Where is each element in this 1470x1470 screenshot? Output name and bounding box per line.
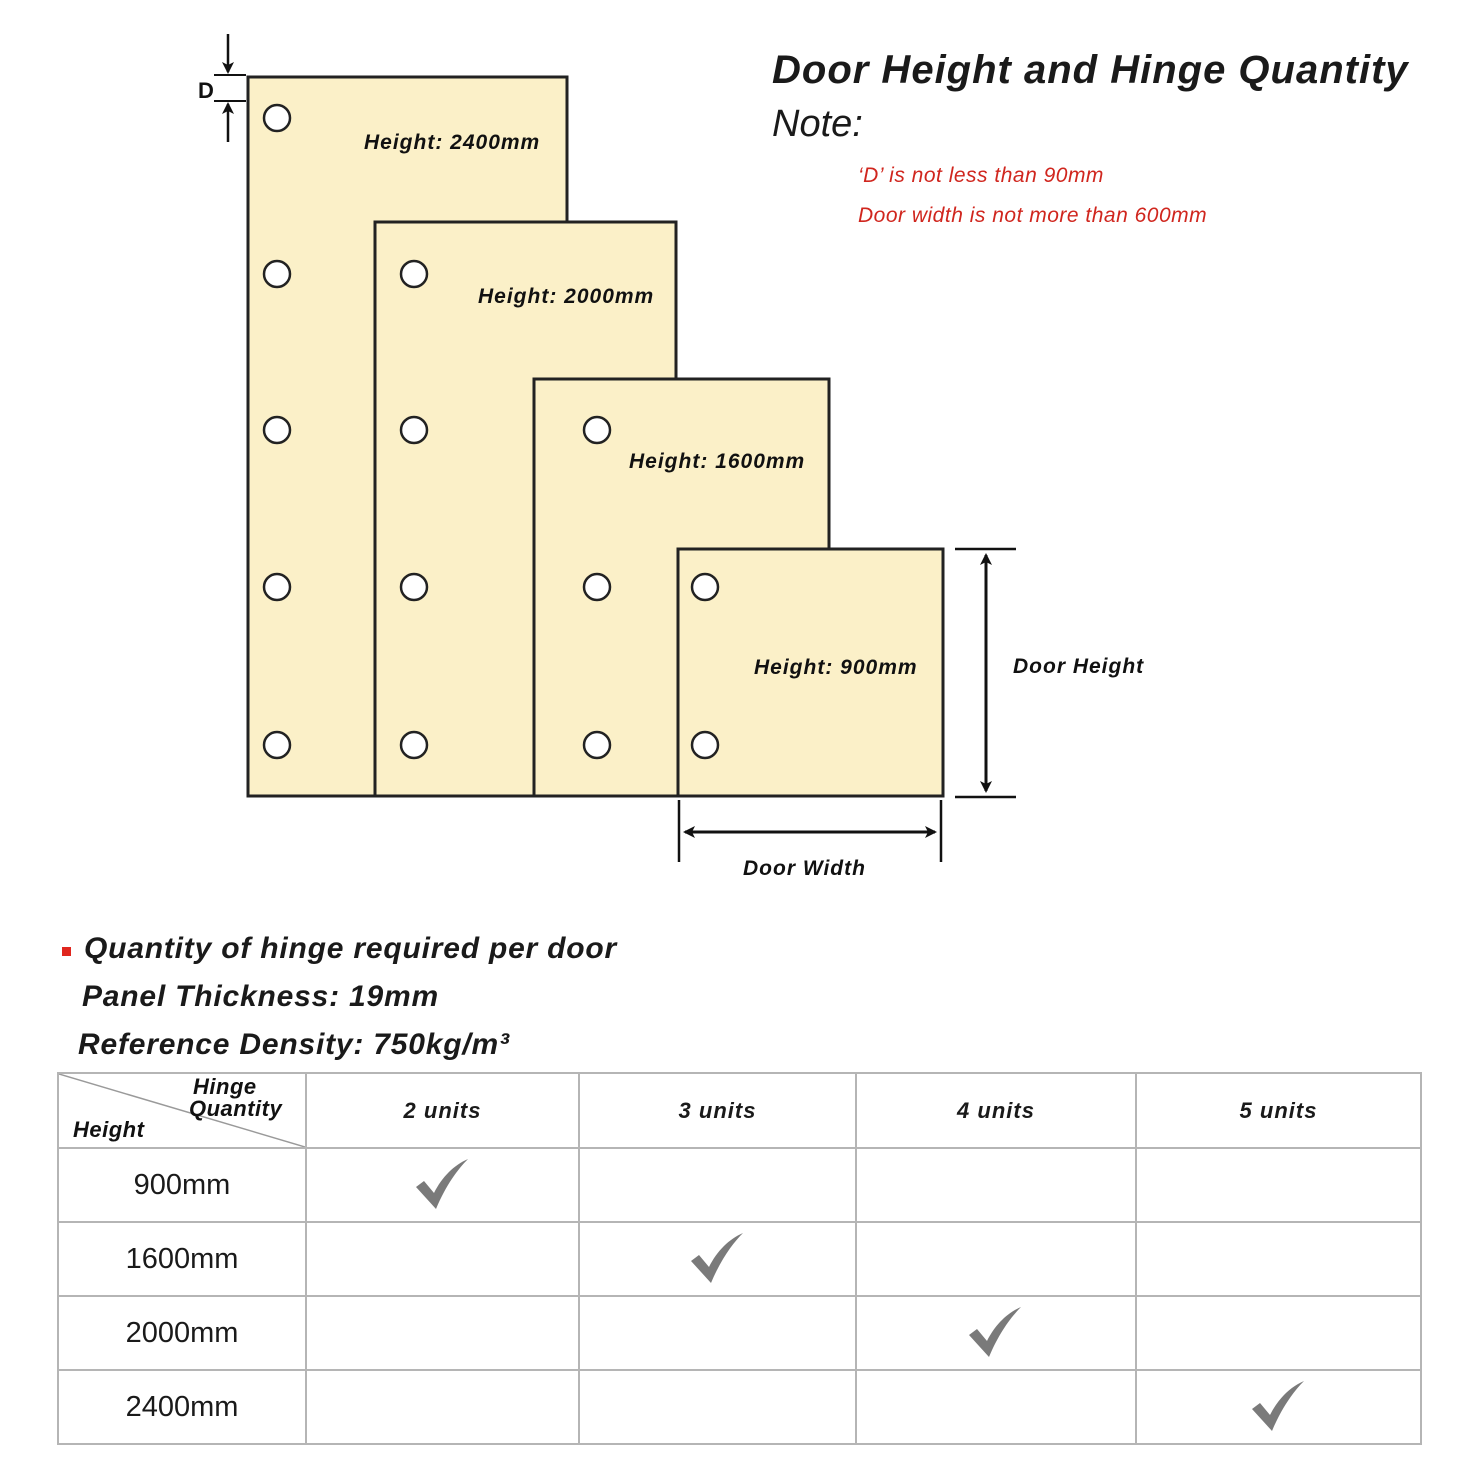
row-header-height: 900mm xyxy=(58,1148,306,1222)
table-cell xyxy=(1136,1222,1421,1296)
table-cell xyxy=(306,1222,579,1296)
door-height-caption: Door Height xyxy=(1013,655,1145,678)
table-cell xyxy=(306,1370,579,1444)
section-bullet-icon xyxy=(62,947,71,956)
hinge-hole-icon xyxy=(264,261,290,287)
checkmark-icon xyxy=(1250,1379,1308,1435)
table-cell xyxy=(1136,1148,1421,1222)
corner-hinge-quantity-label xyxy=(189,1076,299,1120)
hinge-hole-icon xyxy=(584,417,610,443)
door-width-caption: Door Width xyxy=(743,857,866,880)
row-header-height: 2000mm xyxy=(58,1296,306,1370)
note-line-d-min: ‘D’ is not less than 90mm xyxy=(858,164,1104,187)
section-title: Quantity of hinge required per door xyxy=(84,932,618,965)
hinge-hole-icon xyxy=(264,105,290,131)
hinge-hole-icon xyxy=(584,574,610,600)
table-cell xyxy=(856,1370,1136,1444)
hinge-hole-icon xyxy=(584,732,610,758)
door-height-label-1: Height: 2400mm xyxy=(364,131,541,154)
corner-quantity-word: Quantity xyxy=(189,1096,283,1121)
table-row xyxy=(58,1296,1421,1370)
corner-hinge-word: Hinge xyxy=(193,1074,257,1099)
hinge-hole-icon xyxy=(264,574,290,600)
row-header-height: 2400mm xyxy=(58,1370,306,1444)
column-header-3-units: 3 units xyxy=(579,1073,856,1148)
corner-height-label: Height xyxy=(73,1117,145,1142)
d-label: D xyxy=(198,78,214,103)
table-cell xyxy=(1136,1370,1421,1444)
checkmark-icon xyxy=(414,1157,472,1213)
checkmark-icon xyxy=(689,1231,747,1287)
table-cell xyxy=(856,1148,1136,1222)
table-cell xyxy=(306,1148,579,1222)
table-row xyxy=(58,1222,1421,1296)
reference-density: Reference Density: 750kg/m³ xyxy=(78,1028,510,1061)
table-cell xyxy=(1136,1296,1421,1370)
hinge-quantity-table xyxy=(57,1072,1422,1445)
panel-thickness: Panel Thickness: 19mm xyxy=(82,980,439,1013)
table-corner-cell xyxy=(58,1073,306,1148)
table-cell xyxy=(579,1370,856,1444)
table-cell xyxy=(856,1222,1136,1296)
hinge-hole-icon xyxy=(692,574,718,600)
table-cell xyxy=(579,1296,856,1370)
door-height-label-2: Height: 2000mm xyxy=(478,285,655,308)
table-row xyxy=(58,1370,1421,1444)
column-header-4-units: 4 units xyxy=(856,1073,1136,1148)
column-header-5-units: 5 units xyxy=(1136,1073,1421,1148)
hinge-hole-icon xyxy=(692,732,718,758)
table-cell xyxy=(579,1222,856,1296)
table-body xyxy=(58,1148,1421,1444)
column-header-2-units: 2 units xyxy=(306,1073,579,1148)
table-cell xyxy=(579,1148,856,1222)
hinge-hole-icon xyxy=(401,732,427,758)
page-title: Door Height and Hinge Quantity xyxy=(772,48,1409,92)
door-height-label-4: Height: 900mm xyxy=(754,656,918,679)
hinge-hole-icon xyxy=(401,261,427,287)
door-height-label-3: Height: 1600mm xyxy=(629,450,806,473)
checkmark-icon xyxy=(967,1305,1025,1361)
hinge-hole-icon xyxy=(401,417,427,443)
note-line-width-max: Door width is not more than 600mm xyxy=(858,204,1208,227)
table-cell xyxy=(306,1296,579,1370)
hinge-hole-icon xyxy=(264,417,290,443)
table-row xyxy=(58,1148,1421,1222)
row-header-height: 1600mm xyxy=(58,1222,306,1296)
note-label: Note: xyxy=(772,103,863,145)
hinge-hole-icon xyxy=(264,732,290,758)
hinge-hole-icon xyxy=(401,574,427,600)
table-cell xyxy=(856,1296,1136,1370)
table-header-row xyxy=(58,1073,1421,1148)
